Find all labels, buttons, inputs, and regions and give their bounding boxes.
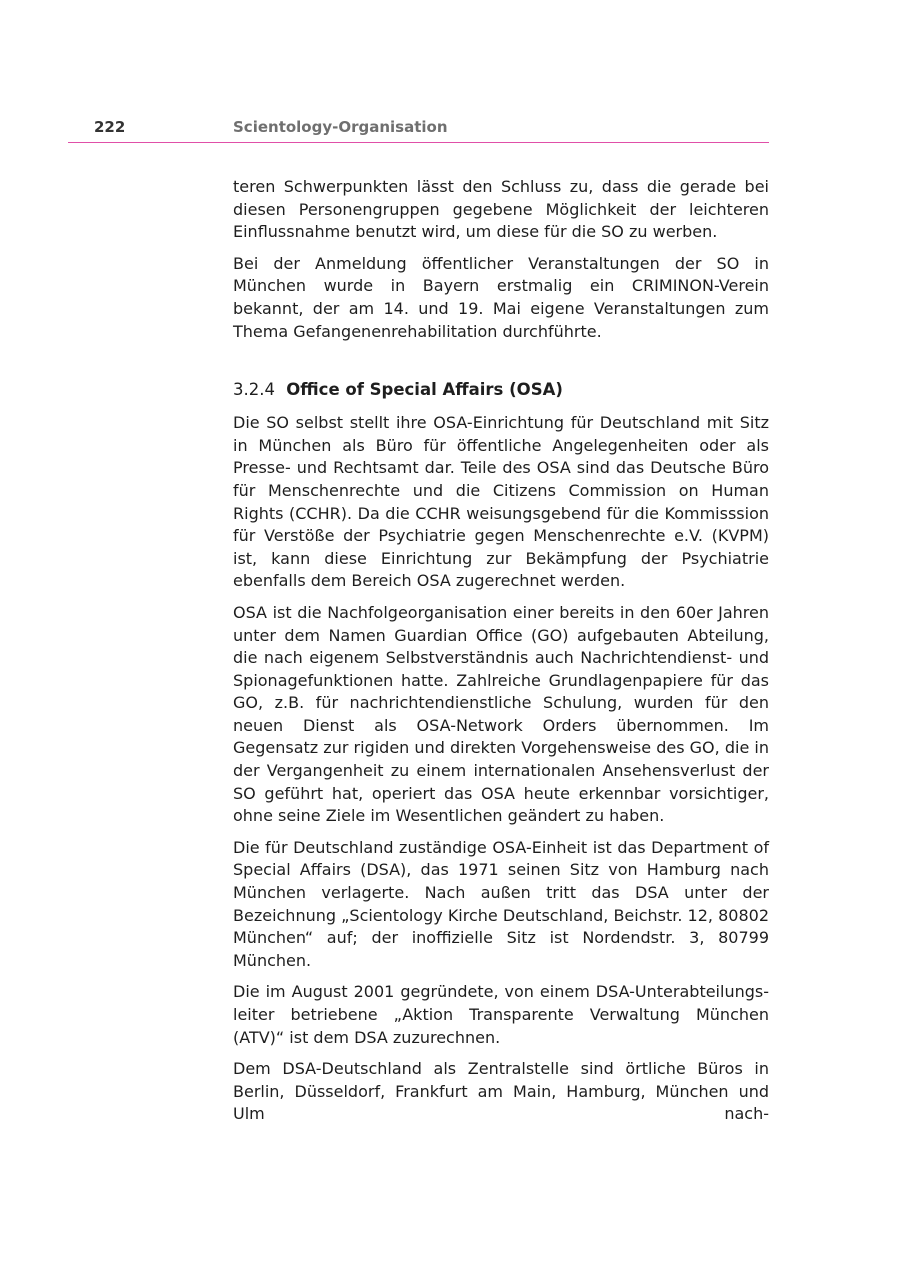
body-text <box>233 176 769 1135</box>
running-title: Scientology-Organisation <box>233 118 448 136</box>
paragraph: teren Schwerpunkten lässt den Schluss zu, dass die gerade bei diesen Personengruppen gegebene Möglichkeit der leichteren Einflussnahme benutzt wird, um diese für die SO zu werben. <box>233 177 769 242</box>
section-number: 3.2.4 <box>233 380 275 400</box>
paragraph: Die SO selbst stellt ihre OSA-Einrichtung für Deutschland mit Sitz in München als Büro für öffentliche Angelegenheiten oder als Presse- und Rechtsamt dar. Teile des OSA sind das Deutsche Büro für Menschenrechte und die Citizens Commission on Human Rights (CCHR). Da die CCHR weisungsgebend für die Kommisssion für Verstöße der Psychiatrie gegen Menschenrechte e.V. (KVPM) ist, kann diese Einrichtung zur Bekämpfung der Psychiatrie ebenfalls dem Bereich OSA zugerechnet werden. <box>233 413 769 591</box>
paragraph: OSA ist die Nachfolgeorganisation einer bereits in den 60er Jahren unter dem Namen Guardian Office (GO) aufgebauten Abteilung, die nach eigenem Selbstverständnis auch Nachrichtendienst- und Spionagefunktionen hatte. Zahlreiche Grundlagenpapiere für das GO, z.B. für nachrichtendienstliche Schulung, wurden für den neuen Dienst als OSA-Network Orders übernommen. Im Gegensatz zur rigiden und direkten Vorgehensweise des GO, die in der Vergangenheit zu einem internationalen Ansehensverlust der SO geführt hat, operiert das OSA heute erkennbar vorsichtiger, ohne seine Ziele im Wesentlichen geändert zu haben. <box>233 602 769 826</box>
running-header <box>68 118 769 143</box>
paragraph: Bei der Anmeldung öffentlicher Veranstaltungen der SO in München wurde in Bayern erstmalig ein CRIMINON-Verein bekannt, der am 14. und 19. Mai eigene Veranstaltungen zum Thema Gefangenenrehabilitation durchführte. <box>233 253 769 341</box>
section-heading <box>233 379 769 401</box>
page-number: 222 <box>94 118 126 136</box>
paragraph: Die im August 2001 gegründete, von einem DSA-Unterabteilungsleiter betriebene „Aktion Transparente Verwaltung München (ATV)“ ist dem DSA zuzurechnen. <box>233 982 769 1047</box>
section-title: Office of Special Affairs (OSA) <box>286 380 563 400</box>
paragraph: Dem DSA-Deutschland als Zentralstelle sind örtliche Büros in Berlin, Düsseldorf, Frankfurt am Main, Hamburg, München und Ulm nach- <box>233 1059 769 1124</box>
paragraph: Die für Deutschland zuständige OSA-Einheit ist das Department of Special Affairs (DSA), das 1971 seinen Sitz von Hamburg nach München verlagerte. Nach außen tritt das DSA unter der Bezeichnung „Scientology Kirche Deutschland, Beichstr. 12, 80802 München“ auf; der inoffizielle Sitz ist Nordendstr. 3, 80799 München. <box>233 837 769 970</box>
